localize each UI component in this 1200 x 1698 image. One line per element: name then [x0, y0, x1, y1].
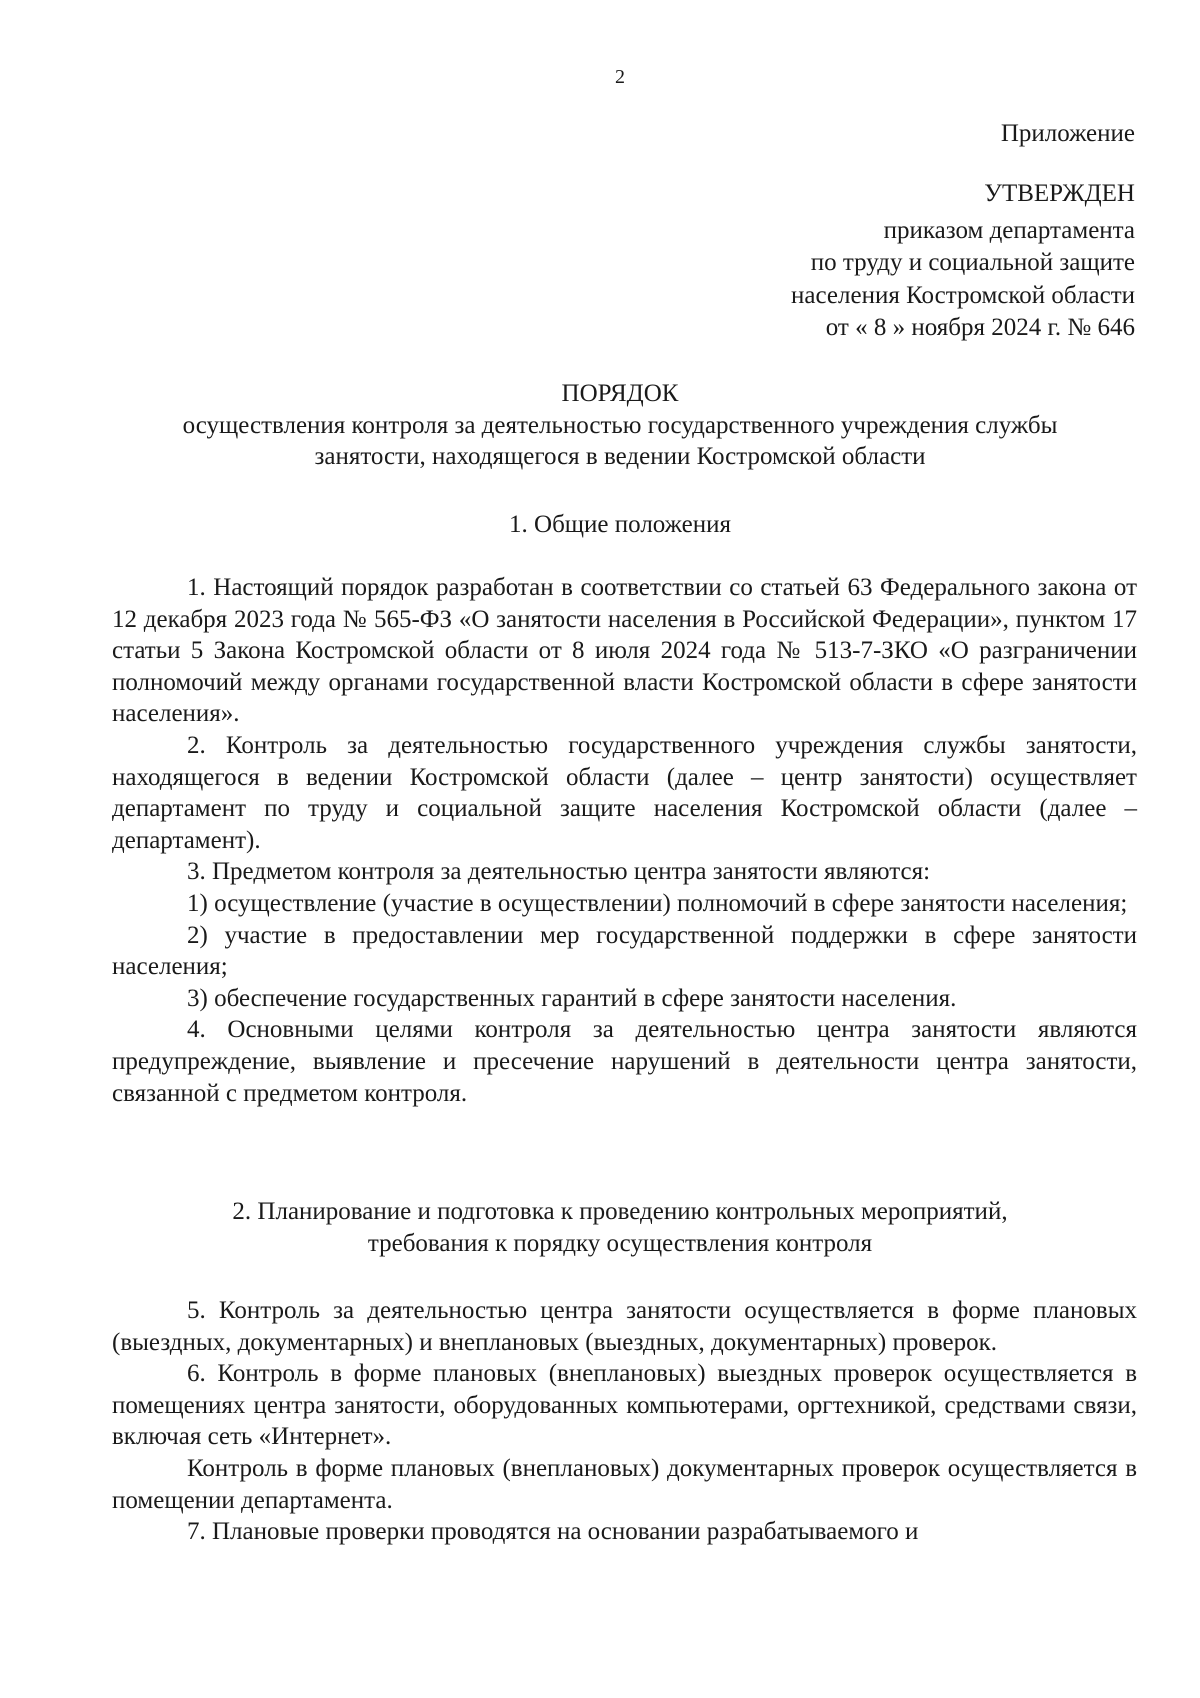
title-main: ПОРЯДОК [561, 380, 679, 407]
document-title [60, 378, 1180, 473]
paragraph: 1. Настоящий порядок разработан в соответствии со статьей 63 Федерального закона от 12 декабря 2023 года № 565-ФЗ «О занятости населения в Российской Федерации», пунктом 17 статьи 5 Закона Костромской области от 8 июля 2024 года № 513-7-ЗКО «О разграничении полномочий между органами государственной власти Костромской области в сфере занятости населения». [112, 574, 1137, 728]
page-number: 2 [615, 66, 625, 88]
paragraph: 4. Основными целями контроля за деятельностью центра занятости являются предупреждение, выявление и пресечение нарушений в деятельности центра занятости, связанной с предметом контроля. [112, 1016, 1137, 1107]
approval-line: приказом департамента [883, 216, 1135, 244]
section-2-body [112, 1295, 1137, 1548]
paragraph: 3. Предметом контроля за деятельностью центра занятости являются: [187, 858, 931, 886]
approval-line: населения Костромской области [791, 281, 1135, 309]
section-2-heading-line: 2. Планирование и подготовка к проведению контрольных мероприятий, [232, 1198, 1008, 1225]
appendix-label: Приложение [1000, 120, 1135, 147]
section-2-heading [60, 1196, 1180, 1260]
title-subtitle-line: осуществления контроля за деятельностью государственного учреждения службы [182, 411, 1058, 439]
paragraph: 2. Контроль за деятельностью государственного учреждения службы занятости, находящегося в ведении Костромской области (далее – центр занятости) осуществляет департамент по труду и социальной защите населения Костромской области (далее – департамент). [112, 731, 1137, 854]
approval-stamp-block [791, 178, 1135, 345]
list-item: 2) участие в предоставлении мер государственной поддержки в сфере занятости населения; [112, 921, 1137, 981]
paragraph: 7. Плановые проверки проводятся на основании разрабатываемого и [187, 1518, 919, 1546]
title-subtitle-line: занятости, находящегося в ведении Костромской области [314, 443, 926, 470]
paragraph: Контроль в форме плановых (внеплановых) документарных проверок осуществляется в помещении департамента. [112, 1454, 1137, 1514]
section-2-heading-line: требования к порядку осуществления контроля [367, 1230, 873, 1257]
paragraph: 6. Контроль в форме плановых (внеплановых) выездных проверок осуществляется в помещениях центра занятости, оборудованных компьютерами, оргтехникой, средствами связи, включая сеть «Интернет». [112, 1360, 1137, 1451]
approval-heading: УТВЕРЖДЕН [984, 180, 1135, 207]
approval-order-date: от « 8 » ноября 2024 г. № 646 [825, 314, 1135, 341]
list-item: 1) осуществление (участие в осуществлении) полномочий в сфере занятости населения; [187, 889, 1128, 917]
list-item: 3) обеспечение государственных гарантий в сфере занятости населения. [187, 984, 957, 1012]
section-1-body [112, 572, 1137, 1109]
paragraph: 5. Контроль за деятельностью центра занятости осуществляется в форме плановых (выездных, документарных) и внеплановых (выездных, документарных) проверок. [112, 1297, 1137, 1356]
approval-line: по труду и социальной защите [810, 249, 1135, 276]
section-1-heading: 1. Общие положения [509, 511, 731, 538]
